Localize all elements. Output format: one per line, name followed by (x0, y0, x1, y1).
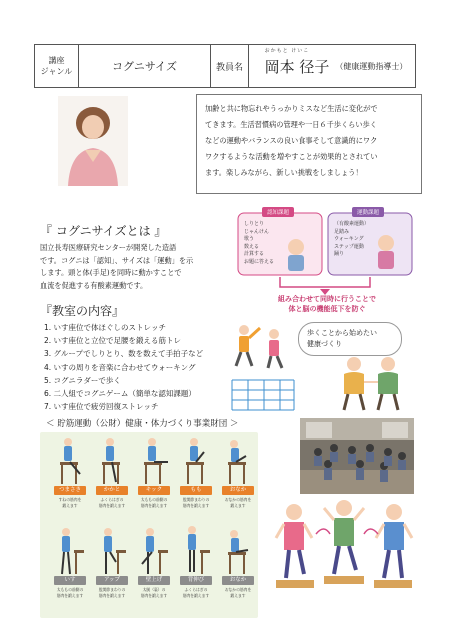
exercise-item: 足踏み (334, 228, 350, 235)
seated-exercise-icon (222, 526, 254, 576)
exercise-card (96, 436, 128, 518)
exercise-card (96, 526, 128, 608)
intro-line: ワクするような活動を増やすことが効果的とされてい (205, 152, 378, 161)
list-item: 2. いす座位と立位で足腰を鍛える筋トレ (44, 336, 182, 346)
intro-line: ます。楽しみながら、新しい挑戦をしましょう！ (205, 168, 363, 177)
exercise-tag: つまさき (54, 486, 86, 495)
about-title: 『 コグニサイズとは 』 (40, 224, 167, 238)
stretch-illustration (230, 322, 296, 412)
cognitive-item: じゃんけん (244, 228, 270, 235)
exercise-card (222, 526, 254, 608)
contents-list (44, 321, 234, 413)
bubble-line2: 健康づくり (307, 340, 342, 348)
exercise-item: 踊り (334, 251, 345, 257)
exercise-desc: 股関節まわりの (98, 587, 126, 592)
exercise-desc: 鍛えます (230, 503, 246, 508)
header-table (34, 44, 416, 88)
exercise-tag: いす (54, 576, 86, 585)
exercise-desc: ふくらはぎの (100, 497, 124, 502)
contents-title: 『教室の内容』 (40, 304, 125, 318)
about-text (40, 242, 240, 292)
genre-cell (35, 45, 79, 87)
exercise-tag: 壁上げ (138, 576, 170, 585)
exercise-item: ステップ運動 (334, 243, 364, 250)
cognitive-item: 計算する (244, 251, 265, 257)
exercise-desc: ふくらはぎの (184, 587, 208, 592)
list-item: 3. グループでしりとり、数を数えて手拍子など (44, 349, 204, 359)
exercise-card (138, 526, 170, 608)
exercise-desc: おなかの筋肉を (224, 497, 252, 502)
list-item: 6. 二人組でコグニゲーム（簡単な認知課題） (44, 389, 196, 399)
standing-exercise-icon (54, 526, 86, 576)
exercise-desc: 筋肉を鍛えます (140, 593, 168, 598)
intro-line: 加齢と共に物忘れやうっかりミスなど生活に変化がで (205, 104, 378, 113)
seated-exercise-icon (222, 436, 254, 486)
teacher-photo (58, 96, 128, 186)
exercise-tag: アップ (96, 576, 128, 585)
exercise-title: ＜ 貯筋運動（公財）健康・体力づくり事業財団 ＞ (46, 419, 239, 429)
exercise-tag: おなか (222, 486, 254, 495)
teacher-role: （健康運動指導士） (335, 61, 408, 71)
standing-exercise-icon (180, 526, 212, 576)
bubble-line1: 歩くことから始めたい (307, 329, 377, 337)
exercise-card (180, 436, 212, 518)
exercise-desc: 筋肉を鍛えます (182, 593, 210, 598)
exercise-desc: 筋肉を鍛えます (56, 593, 84, 598)
exercise-desc: 筋肉を鍛えます (182, 503, 210, 508)
exercise-tag: もも (180, 486, 212, 495)
teacher-ruby: おかもと けいこ (264, 47, 310, 54)
exercise-desc: 鍛えます (230, 593, 246, 598)
exercise-desc: 太腿（裏）の (142, 587, 166, 592)
subject-cell (79, 45, 211, 87)
about-line: です。コグニは「認知」、サイズは「運動」を示 (40, 255, 194, 265)
about-line: 血流を促進する有酸素運動です。 (40, 280, 148, 290)
caption-line1: 組み合わせて同時に行うことで (278, 295, 376, 303)
teacher-label-cell (211, 45, 249, 87)
teacher-label: 教員名 (215, 62, 243, 73)
cognitive-item: しりとり (244, 221, 265, 227)
exercise-card (180, 526, 212, 608)
list-item: 7. いす座位で疲労回復ストレッチ (44, 402, 159, 412)
teacher-cell (249, 45, 415, 87)
standing-exercise-icon (138, 526, 170, 576)
subject-name: コグニサイズ (112, 60, 177, 73)
exercise-tag: キック (138, 486, 170, 495)
exercise-desc: おなかの筋肉を (224, 587, 252, 592)
cognicise-diagram (236, 207, 414, 322)
exercise-desc: 筋肉を鍛えます (98, 503, 126, 508)
exercise-panel (40, 432, 258, 618)
about-line: します。頭と体(手足)を同時に動かすことで (40, 268, 182, 277)
exercise-desc: 筋肉を鍛えます (98, 593, 126, 598)
exercise-desc: 筋肉を鍛えます (140, 503, 168, 508)
exercise-desc: 太ももの前側の (140, 497, 168, 502)
seated-exercise-icon (96, 436, 128, 486)
teacher-name-wrap (264, 47, 330, 77)
seated-exercise-icon (180, 436, 212, 486)
exercise-desc: 股関節まわりの (182, 497, 210, 502)
exercise-desc: 鍛えます (62, 503, 78, 508)
class-photo-illustration (300, 418, 414, 494)
exercise-desc: すねの筋肉を (58, 497, 82, 502)
intro-line: などの運動やバランスの良い食事そして意識的にワク (205, 136, 378, 145)
exercise-card (222, 436, 254, 518)
seated-exercise-icon (54, 436, 86, 486)
intro-box (196, 94, 422, 194)
elderly-walking-illustration (330, 354, 416, 412)
intro-line: てきます。生活習慣病の管理や一日６千歩くらい歩く (205, 120, 377, 129)
cognitive-item: 数える (244, 243, 260, 250)
teacher-photo-illustration (58, 96, 128, 186)
teacher-name: 岡本 径子 (264, 57, 330, 76)
exercise-tag: おなか (222, 576, 254, 585)
exercise-card (54, 436, 86, 518)
diagram-caption (254, 295, 400, 314)
exercise-desc: 太ももの前側の (56, 587, 84, 592)
exercise-tag: かかと (96, 486, 128, 495)
list-item: 5. コグニラダーで歩く (44, 375, 121, 385)
speech-bubble (298, 322, 402, 356)
cognitive-items (244, 221, 274, 266)
cognitive-item: 歌う (244, 236, 255, 242)
cognitive-item: お題に答える (244, 258, 275, 265)
class-photo (300, 418, 414, 494)
exercise-tag: 背伸び (180, 576, 212, 585)
cognitive-label: 認知課題 (262, 207, 294, 217)
list-item: 1. いす座位で体ほぐしのストレッチ (44, 323, 166, 332)
genre-label-line1: 講座 (48, 56, 65, 65)
exercise-items (334, 221, 369, 259)
step-exercise-illustration (272, 494, 416, 614)
exercise-item: ウォーキング (334, 236, 364, 242)
exercise-card (138, 436, 170, 518)
about-line: 国立長寿医療研究センターが開発した造語 (40, 243, 177, 252)
list-item: 4. いすの周りを音楽に合わせてウォーキング (44, 362, 196, 372)
exercise-card (54, 526, 86, 608)
exercise-sub: （有酸素運動） (334, 221, 370, 227)
exercise-label: 運動課題 (352, 207, 384, 217)
genre-label-line2: ジャンル (40, 67, 73, 76)
standing-exercise-icon (96, 526, 128, 576)
seated-exercise-icon (138, 436, 170, 486)
caption-line2: 体と脳の機能低下を防ぐ (288, 304, 366, 313)
